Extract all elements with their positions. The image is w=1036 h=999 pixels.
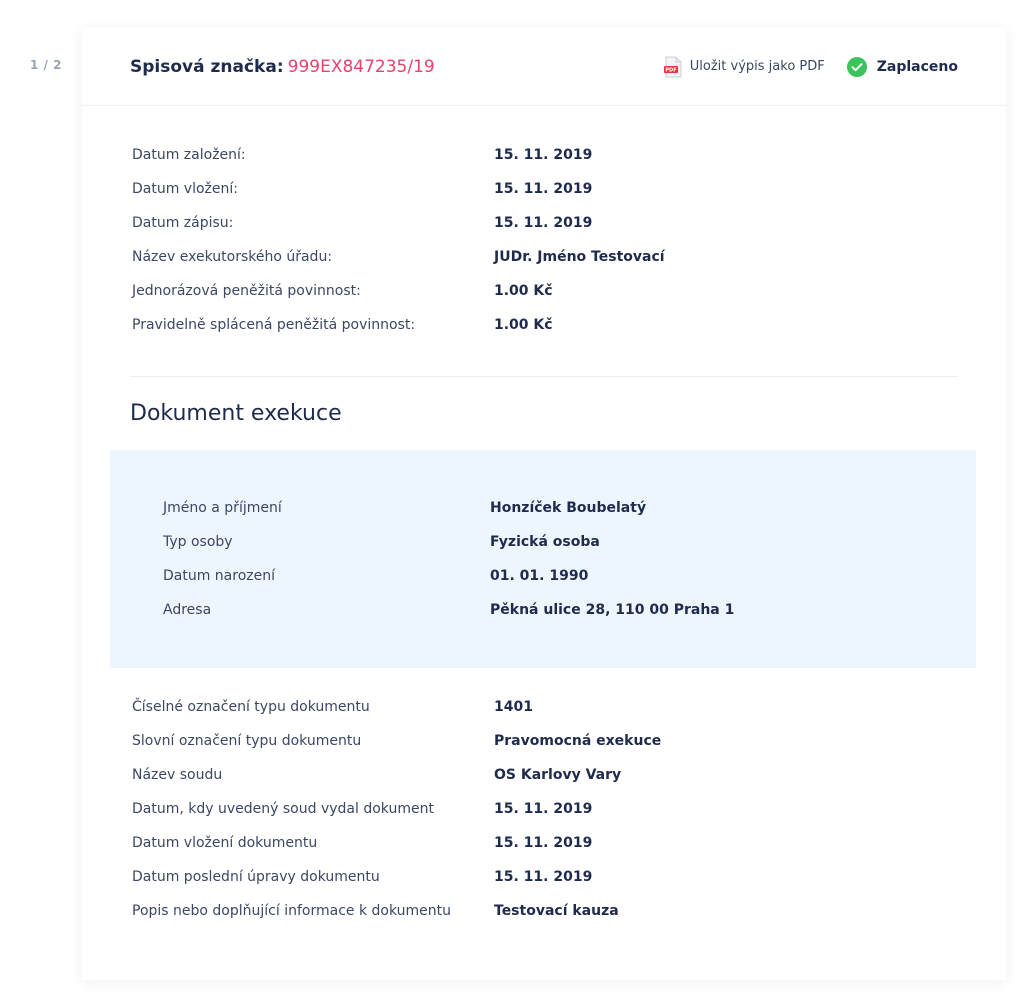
info-value: 15. 11. 2019	[494, 181, 593, 197]
detail-value: Pravomocná exekuce	[494, 733, 662, 749]
detail-row-inserted-date	[132, 826, 1006, 860]
detail-label: Popis nebo doplňující informace k dokumentu	[132, 903, 451, 919]
card-header	[82, 28, 1006, 106]
save-pdf-link[interactable]	[664, 56, 825, 78]
section-divider	[130, 376, 958, 377]
page-counter: 1 / 2	[30, 58, 62, 72]
person-row-birthdate	[163, 559, 976, 593]
payment-status-label: Zaplaceno	[876, 58, 958, 75]
info-value: 1.00 Kč	[494, 283, 553, 299]
detail-row-description	[132, 894, 1006, 928]
info-value: 15. 11. 2019	[494, 215, 593, 231]
case-reference	[130, 57, 435, 77]
person-value: Pěkná ulice 28, 110 00 Praha 1	[490, 602, 735, 618]
info-label: Jednorázová peněžitá povinnost:	[132, 283, 361, 299]
info-value: JUDr. Jméno Testovací	[494, 249, 665, 265]
svg-text:PDF: PDF	[665, 67, 677, 73]
person-label: Jméno a příjmení	[163, 500, 282, 516]
detail-label: Datum vložení dokumentu	[132, 835, 318, 851]
person-row-name	[163, 491, 976, 525]
person-label: Datum narození	[163, 568, 275, 584]
detail-row-type-name	[132, 724, 1006, 758]
info-label: Název exekutorského úřadu:	[132, 249, 333, 265]
info-label: Datum zápisu:	[132, 215, 234, 231]
detail-label: Datum, kdy uvedený soud vydal dokument	[132, 801, 434, 817]
check-circle-icon	[847, 57, 867, 77]
payment-status	[847, 57, 958, 77]
case-reference-label: Spisová značka:	[130, 56, 284, 77]
detail-value: 15. 11. 2019	[494, 801, 593, 817]
debtor-info-box	[110, 450, 976, 668]
document-section-title: Dokument exekuce	[130, 401, 342, 426]
detail-value: OS Karlovy Vary	[494, 767, 622, 783]
execution-detail-card	[82, 28, 1006, 980]
detail-label: Datum poslední úpravy dokumentu	[132, 869, 380, 885]
save-pdf-label: Uložit výpis jako PDF	[689, 59, 825, 74]
info-value: 1.00 Kč	[494, 317, 553, 333]
info-row-one-time-obligation	[132, 274, 1006, 308]
document-details-list	[82, 668, 1006, 928]
person-label: Typ osoby	[163, 534, 233, 550]
detail-row-type-code	[132, 690, 1006, 724]
case-reference-number: 999EX847235/19	[287, 56, 435, 77]
detail-row-court	[132, 758, 1006, 792]
detail-label: Název soudu	[132, 767, 223, 783]
detail-label: Slovní označení typu dokumentu	[132, 733, 362, 749]
info-label: Datum založení:	[132, 147, 246, 163]
person-value: Fyzická osoba	[490, 534, 600, 550]
info-label: Pravidelně splácená peněžitá povinnost:	[132, 317, 416, 333]
info-row-regular-obligation	[132, 308, 1006, 342]
info-row-inserted	[132, 172, 1006, 206]
person-value: Honzíček Boubelatý	[490, 500, 647, 516]
info-value: 15. 11. 2019	[494, 147, 593, 163]
detail-label: Číselné označení typu dokumentu	[132, 699, 370, 715]
detail-row-issued-date	[132, 792, 1006, 826]
person-value: 01. 01. 1990	[490, 568, 589, 584]
info-label: Datum vložení:	[132, 181, 238, 197]
basic-info-list	[82, 106, 1006, 342]
person-row-type	[163, 525, 976, 559]
detail-value: 1401	[494, 699, 533, 715]
header-actions	[664, 56, 958, 78]
detail-row-modified-date	[132, 860, 1006, 894]
detail-value: 15. 11. 2019	[494, 835, 593, 851]
detail-value: 15. 11. 2019	[494, 869, 593, 885]
info-row-bailiff-office	[132, 240, 1006, 274]
person-row-address	[163, 593, 976, 627]
pdf-file-icon	[664, 56, 682, 78]
info-row-founded	[132, 138, 1006, 172]
person-label: Adresa	[163, 602, 212, 618]
detail-value: Testovací kauza	[494, 903, 619, 919]
info-row-recorded	[132, 206, 1006, 240]
